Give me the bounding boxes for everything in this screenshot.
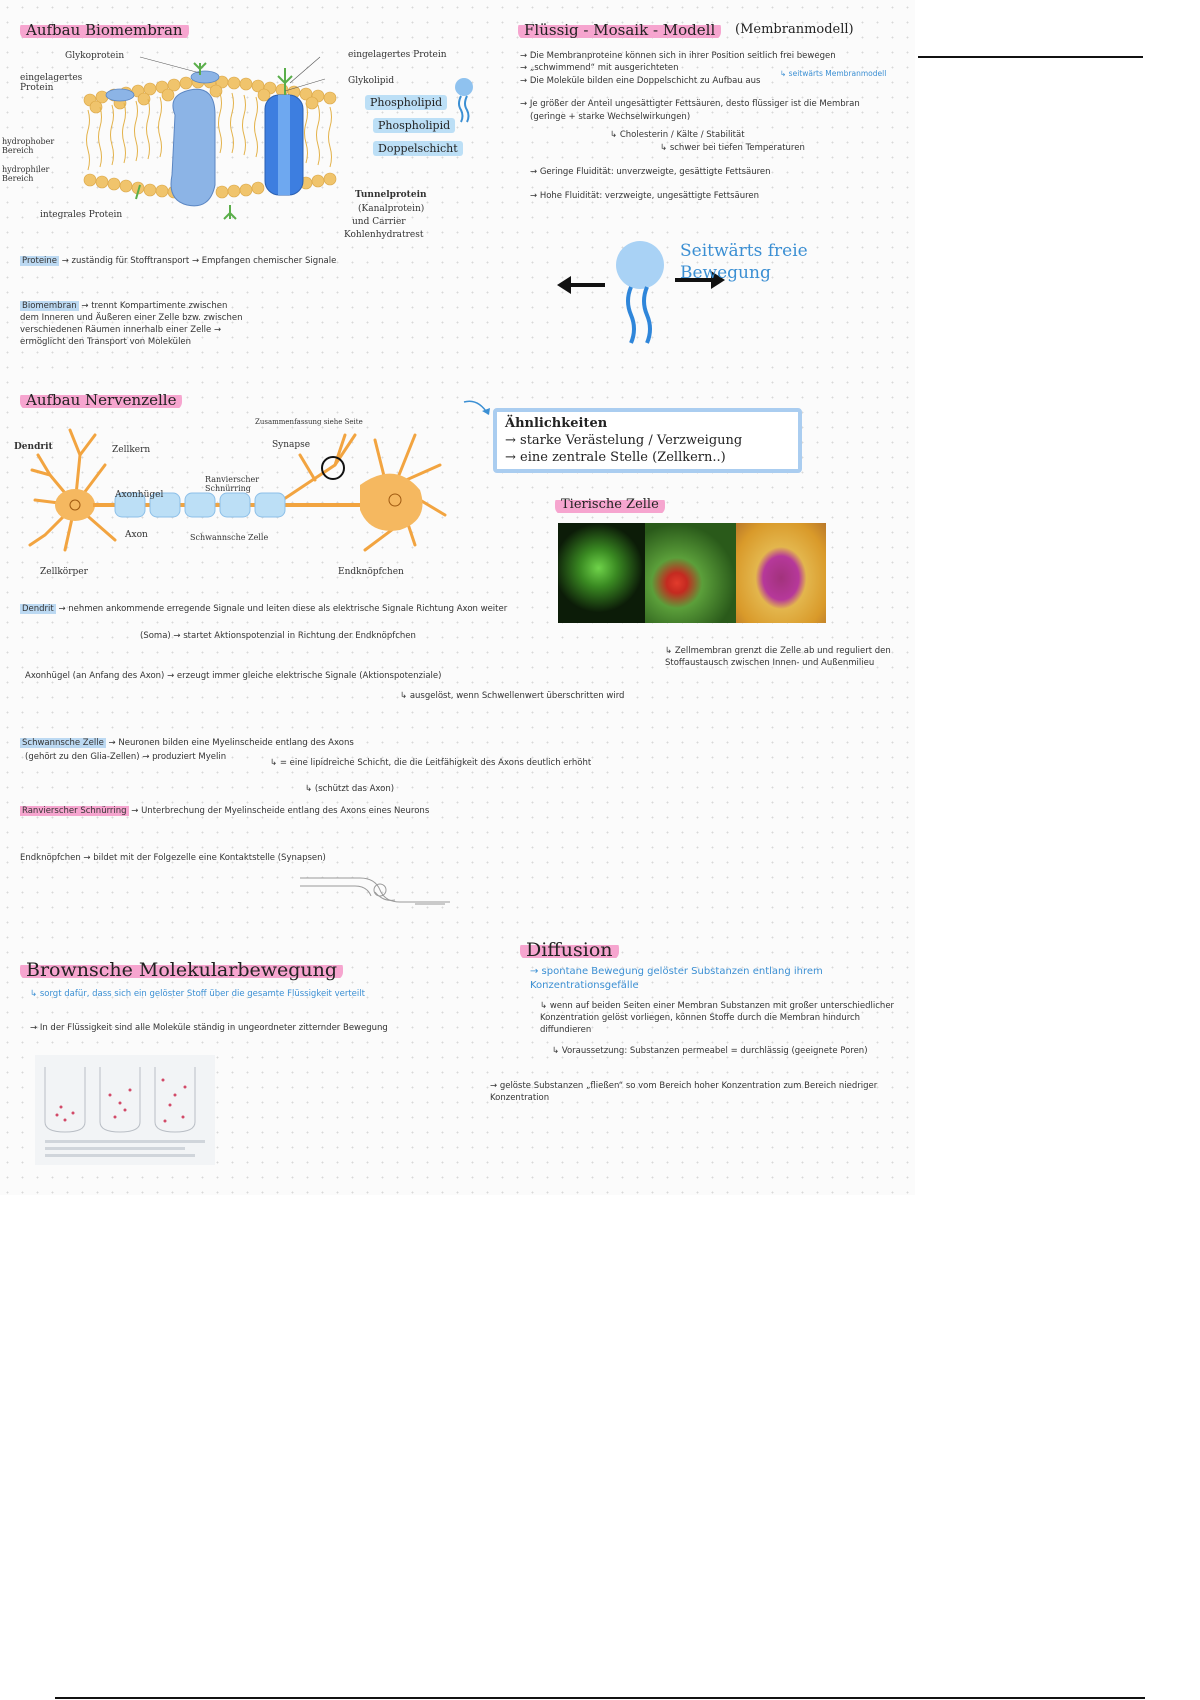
nerv-note-lipid: ↳ = eine lipidreiche Schicht, die die Leitfähigkeit des Axons deutlich erhöht bbox=[270, 758, 592, 768]
term-ranvier: Ranvierscher Schnürring bbox=[22, 806, 127, 816]
nerv-note-schwann bbox=[20, 737, 354, 749]
modell-subtitle: (Membranmodell) bbox=[735, 22, 854, 37]
text-proteine: → zuständig für Stofftransport → Empfangen chemischer Signale bbox=[61, 256, 337, 266]
synapse-sketch bbox=[295, 868, 455, 920]
nerv-note-schwellenwert: ↳ ausgelöst, wenn Schwellenwert überschritten wird bbox=[400, 691, 625, 701]
brown-line-2: → In der Flüssigkeit sind alle Moleküle ständig in ungeordneter zitternder Bewegung bbox=[30, 1023, 388, 1033]
label-glykolipid: Glykolipid bbox=[348, 76, 395, 86]
nerv-note-dendrit bbox=[20, 603, 507, 615]
nerv-note-soma: (Soma) → startet Aktionspotenzial in Richtung der Endknöpfchen bbox=[140, 631, 416, 641]
modell-line-9: → Hohe Fluidität: verzweigte, ungesättigte Fettsäuren bbox=[530, 191, 760, 201]
tag-phospholipid-2: Phospholipid bbox=[373, 118, 455, 133]
label-ranvier: Ranvierscher Schnürring bbox=[205, 475, 260, 493]
modell-line-6: ↳ Cholesterin / Kälte / Stabilität bbox=[610, 130, 745, 140]
modell-line-3: → Die Moleküle bilden eine Doppelschicht zu Aufbau aus bbox=[520, 76, 761, 86]
tierische-zelle-note: ↳ Zellmembran grenzt die Zelle ab und reguliert den Stoffaustausch zwischen Innen- und Außenmilieu bbox=[665, 646, 891, 668]
aehnlichkeiten-title: Ähnlichkeiten bbox=[505, 416, 608, 431]
label-endknoepfchen: Endknöpfchen bbox=[338, 567, 404, 577]
nerv-note-glia: (gehört zu den Glia-Zellen) → produziert Myelin bbox=[25, 752, 227, 762]
heading-diffusion: Diffusion bbox=[520, 940, 619, 960]
modell-line-2: → „schwimmend“ mit ausgerichteten bbox=[520, 63, 679, 73]
diffusion-line-3: → gelöste Substanzen „fließen“ so vom Bereich hoher Konzentration zum Bereich niedriger Konzentration bbox=[490, 1081, 878, 1103]
top-right-rule bbox=[918, 56, 1143, 58]
label-zellkoerper: Zellkörper bbox=[40, 567, 88, 577]
bottom-rule bbox=[55, 1697, 1145, 1699]
label-glykoprotein: Glykoprotein bbox=[65, 51, 125, 61]
modell-line-4: → Je größer der Anteil ungesättigter Fettsäuren, desto flüssiger ist die Membran bbox=[520, 99, 860, 109]
label-eingelagertes-protein-right: eingelagertes Protein bbox=[348, 50, 447, 60]
nerv-note-axonhuegel: Axonhügel (an Anfang des Axon) → erzeugt immer gleiche elektrische Signale (Aktionspotenziale) bbox=[25, 671, 442, 681]
label-eingelagertes-protein-left: eingelagertes Protein bbox=[20, 73, 83, 93]
label-schwann: Schwannsche Zelle bbox=[190, 533, 269, 542]
heading-tierische-zelle: Tierische Zelle bbox=[555, 495, 665, 515]
arrow-curve-icon bbox=[462, 398, 492, 418]
text-biomembran: → trennt Kompartimente zwischen dem Inneren und Äußeren einer Zelle bzw. zwischen verschiedenen Räumen innerhalb einer Zelle → ermöglicht den Transport von Molekülen bbox=[20, 301, 243, 347]
diffusion-lead: → spontane Bewegung gelöster Substanzen entlang ihrem Konzentrationsgefälle bbox=[530, 966, 823, 991]
term-proteine: Proteine bbox=[22, 256, 58, 266]
arrow-left-icon bbox=[557, 276, 605, 294]
label-integrales-protein: integrales Protein bbox=[40, 210, 123, 220]
heading-nervenzelle: Aufbau Nervenzelle bbox=[20, 390, 182, 410]
label-hydrophiler: hydrophiler Bereich bbox=[2, 165, 50, 183]
modell-line-8: → Geringe Fluidität: unverzweigte, gesättigte Fettsäuren bbox=[530, 167, 771, 177]
modell-line-7: ↳ schwer bei tiefen Temperaturen bbox=[660, 143, 805, 153]
modell-line-5: (geringe + starke Wechselwirkungen) bbox=[530, 112, 691, 122]
tag-phospholipid: Phospholipid bbox=[365, 95, 447, 110]
tag-doppelschicht: Doppelschicht bbox=[373, 141, 463, 156]
nerv-note-schuetzt: ↳ (schützt das Axon) bbox=[305, 784, 395, 794]
label-axon: Axon bbox=[125, 530, 148, 540]
brown-line-1: ↳ sorgt dafür, dass sich ein gelöster Stoff über die gesamte Flüssigkeit verteilt bbox=[30, 989, 365, 999]
heading-brownsche: Brownsche Molekularbewegung bbox=[20, 960, 343, 980]
term-dendrit: Dendrit bbox=[22, 604, 54, 614]
brownsche-beakers-figure bbox=[35, 1055, 215, 1165]
nerv-note-endknoepfchen: Endknöpfchen → bildet mit der Folgezelle eine Kontaktstelle (Synapsen) bbox=[20, 853, 326, 863]
label-synapse: Synapse bbox=[272, 440, 311, 450]
text-ranvier: → Unterbrechung der Myelinscheide entlang des Axons eines Neurons bbox=[131, 806, 430, 816]
image-cells-red-green bbox=[645, 523, 736, 623]
aehnlichkeiten-line-1: → starke Verästelung / Verzweigung bbox=[505, 433, 743, 448]
membrane-diagram bbox=[80, 55, 365, 225]
label-axonhuegel: Axonhügel bbox=[115, 490, 164, 500]
image-animal-cell bbox=[736, 523, 826, 623]
diffusion-line-2: ↳ Voraussetzung: Substanzen permeabel = durchlässig (geeignete Poren) bbox=[552, 1046, 868, 1056]
label-kanalprotein: (Kanalprotein) bbox=[358, 204, 425, 214]
diffusion-line-1: ↳ wenn auf beiden Seiten einer Membran Substanzen mit großer unterschiedlicher Konzentration gelöst vorliegen, können Stoffe durch die Membran hindurch diffundieren bbox=[540, 1001, 895, 1035]
modell-line-1: → Die Membranproteine können sich in ihrer Position seitlich frei bewegen bbox=[520, 51, 836, 61]
heading-modell: Flüssig - Mosaik - Modell bbox=[518, 20, 721, 40]
aehnlichkeiten-box bbox=[493, 408, 802, 473]
note-biomembran bbox=[20, 300, 245, 348]
label-synapse-note: Zusammenfassung siehe Seite bbox=[255, 418, 363, 426]
label-zellkern: Zellkern bbox=[112, 445, 151, 455]
image-neuron-green bbox=[558, 523, 648, 623]
note-proteine bbox=[20, 255, 336, 267]
modell-side-note: ↳ seitwärts Membranmodell bbox=[780, 69, 887, 78]
label-carrier: und Carrier bbox=[352, 217, 406, 227]
heading-biomembran: Aufbau Biomembran bbox=[20, 20, 189, 40]
phospholipid-small-icon bbox=[450, 75, 490, 125]
term-schwann: Schwannsche Zelle bbox=[22, 738, 104, 748]
label-dendrit: Dendrit bbox=[14, 442, 53, 452]
aehnlichkeiten-line-2: → eine zentrale Stelle (Zellkern..) bbox=[505, 450, 726, 465]
nerv-note-ranvier bbox=[20, 805, 429, 817]
seitwaerts-label: Seitwärts freie Bewegung bbox=[680, 241, 808, 283]
text-dendrit: → nehmen ankommende erregende Signale und leiten diese als elektrische Signale Richtung Axon weiter bbox=[58, 604, 508, 614]
term-biomembran: Biomembran bbox=[22, 301, 77, 311]
label-hydrophober: hydrophober Bereich bbox=[2, 137, 55, 155]
label-tunnelprotein: Tunnelprotein bbox=[355, 190, 427, 200]
text-schwann: → Neuronen bilden eine Myelinscheide entlang des Axons bbox=[108, 738, 354, 748]
label-kohlenhydratrest: Kohlenhydratrest bbox=[344, 230, 424, 240]
